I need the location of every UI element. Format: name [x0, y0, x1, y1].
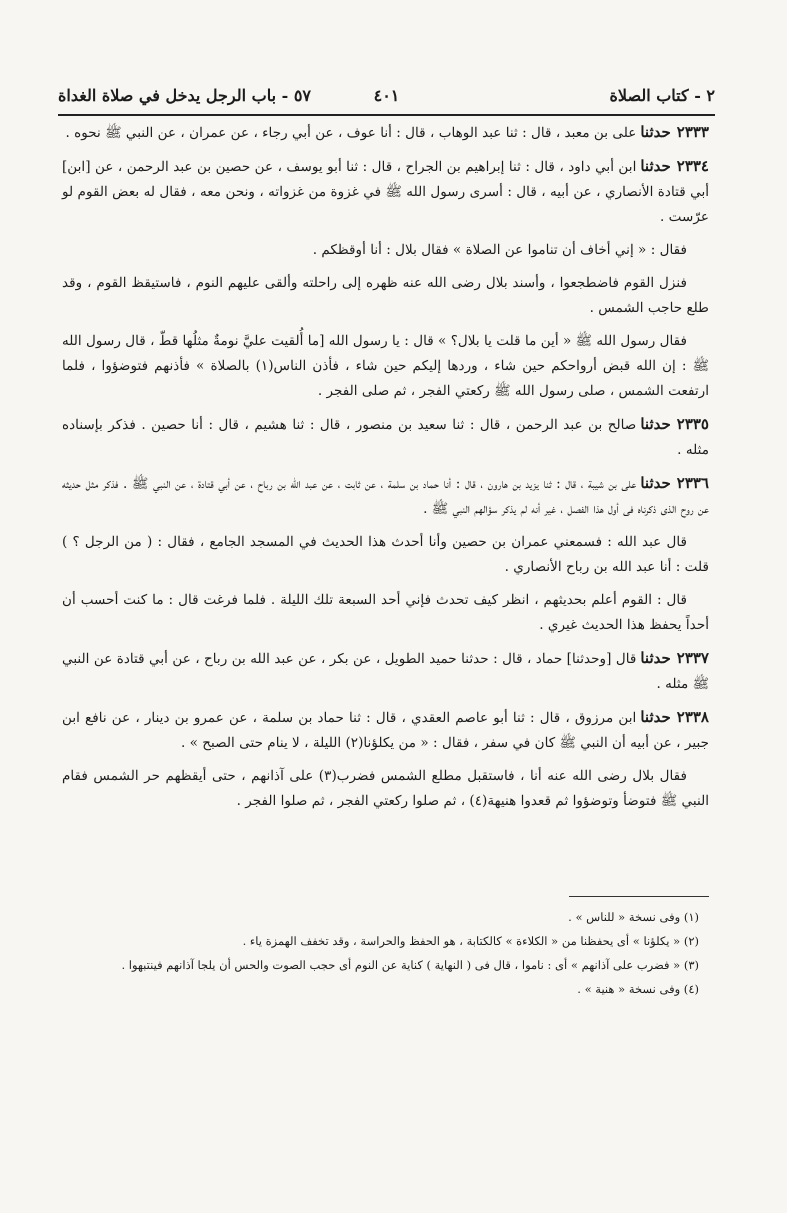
hadith-text: صالح بن عبد الرحمن ، قال : ثنا سعيد بن منصور ، قال : ثنا هشيم ، قال : أنا حصين . فذكر بإسناده مثله .: [62, 417, 709, 458]
hadith-keyword: حدثنا: [640, 474, 671, 492]
hadith-paragraph: فقال بلال رضى الله عنه أنا ، فاستقبل مطلع الشمس فضرب(٣) على آذانهم ، حتى أيقظهم حر الشمس فقام النبي ﷺ فتوضأ وتوضؤوا ثم قعدوا هنيهة(٤) ، ثم صلوا ركعتي الفجر ، ثم صلوا الفجر .: [62, 768, 709, 809]
footnote-3: (٣) « فضرب على آذانهم » أى : ناموا ، قال فى ( النهاية ) كناية عن النوم أى حجب الصوت والحس أن يلجا آذانهم فينتبهوا .: [121, 958, 699, 972]
hadith-keyword: حدثنا: [640, 157, 671, 175]
hadith-paragraph: قال عبد الله : فسمعني عمران بن حصين وأنا أحدث هذا الحديث في المسجد الجامع ، فقال : ( من الرجل ؟ ) قلت : أنا عبد الله بن رباح الأنصاري .: [62, 534, 709, 575]
hadith-number: ٢٣٣٧: [676, 649, 709, 667]
page-body: [62, 120, 709, 814]
hadith-keyword: حدثنا: [640, 123, 671, 141]
hadith-2334: [62, 154, 709, 404]
chapter-title: ٥٧ - باب الرجل يدخل في صلاة الغداة: [58, 86, 311, 105]
hadith-keyword: حدثنا: [640, 415, 671, 433]
hadith-2333: [62, 120, 709, 146]
footnote-divider: [569, 896, 709, 897]
hadith-text: ابن أبي داود ، قال : ثنا إبراهيم بن الجراح ، قال : ثنا أبو يوسف ، عن حصين بن عبد الرحمن ، عن [ابن] أبي قتادة الأنصاري ، عن أبيه ، قال : أسرى رسول الله ﷺ في غزوة من غزواته ، ونحن معه ، فقال له بعض القوم لو عرّست .: [62, 159, 709, 225]
hadith-text: على بن معبد ، قال : ثنا عبد الوهاب ، قال : أنا عوف ، عن أبي رجاء ، عن عمران ، عن النبي ﷺ نحوه .: [65, 125, 637, 141]
page-number: ٤٠١: [373, 86, 400, 105]
hadith-2337: [62, 646, 709, 697]
hadith-2336: [62, 471, 709, 638]
hadith-number: ٢٣٣٥: [676, 415, 709, 433]
footnote-4: (٤) وفى نسخة « هنية » .: [577, 982, 699, 996]
footnotes: [62, 905, 699, 1001]
hadith-keyword: حدثنا: [640, 708, 671, 726]
hadith-text: ابن مرزوق ، قال : ثنا أبو عاصم العقدي ، قال : ثنا حماد بن سلمة ، عن عمرو بن دينار ، عن نافع ابن جبير ، عن أبيه أن النبي ﷺ كان في سفر ، فقال : « من يكلؤنا(٢) الليلة ، لا ينام حتى الصبح » .: [62, 710, 709, 751]
hadith-text: على بن شيبة ، قال : ثنا يزيد بن هارون ، قال : أنا حماد بن سلمة ، عن ثابت ، عن عبد الله بن رباح ، عن أبي قتادة ، عن النبي ﷺ . فذكر مثل حديثه عن روح الذى ذكرناه فى أول هذا الفصل ، غير أنه لم يذكر سؤالهم النبي ﷺ .: [62, 476, 709, 517]
hadith-number: ٢٣٣٣: [676, 123, 709, 141]
hadith-paragraph: فقال رسول الله ﷺ « أين ما قلت يا بلال؟ » قال : يا رسول الله [ما أُلقيت عليَّ نومةٌ مثلُها قطّ ، قال رسول الله ﷺ : إن الله قبض أرواحكم حين شاء ، وردها إليكم حين شاء ، فأذن الناس(١) بالصلاة » فأذنهم فتوضؤوا ، فلما ارتفعت الشمس ، صلى رسول الله ﷺ ركعتي الفجر ، ثم صلى الفجر .: [62, 333, 709, 399]
hadith-number: ٢٣٣٨: [676, 708, 709, 726]
hadith-text: قال [وحدثنا] حماد ، قال : حدثنا حميد الطويل ، عن بكر ، عن عبد الله بن رباح ، عن أبي قتادة عن النبي ﷺ مثله .: [62, 651, 709, 692]
hadith-2335: [62, 412, 709, 463]
hadith-paragraph: فنزل القوم فاضطجعوا ، وأسند بلال رضى الله عنه ظهره إلى راحلته وألقى عليهم النوم ، فاستيقظ القوم ، وقد طلع حاجب الشمس .: [62, 275, 709, 316]
hadith-number: ٢٣٣٦: [676, 474, 709, 492]
footnote-1: (١) وفى نسخة « للناس » .: [568, 910, 699, 924]
hadith-keyword: حدثنا: [640, 649, 671, 667]
book-title: ٢ - كتاب الصلاة: [609, 86, 715, 105]
hadith-paragraph: قال : القوم أعلم بحديثهم ، انظر كيف تحدث فإني أحد السبعة تلك الليلة . فلما فرغت قال : ما كنت أحسب أن أحداً يحفظ هذا الحديث غيري .: [62, 592, 709, 633]
footnote-2: (٢) « يكلؤنا » أى يحفظنا من « الكلاءة » كالكتابة ، هو الحفظ والحراسة ، وقد تخفف الهمزة ياء .: [242, 934, 699, 948]
hadith-paragraph: فقال : « إني أخاف أن تناموا عن الصلاة » فقال بلال : أنا أوقظكم .: [312, 242, 687, 258]
hadith-2338: [62, 705, 709, 814]
page-header: [58, 78, 715, 116]
hadith-number: ٢٣٣٤: [676, 157, 709, 175]
